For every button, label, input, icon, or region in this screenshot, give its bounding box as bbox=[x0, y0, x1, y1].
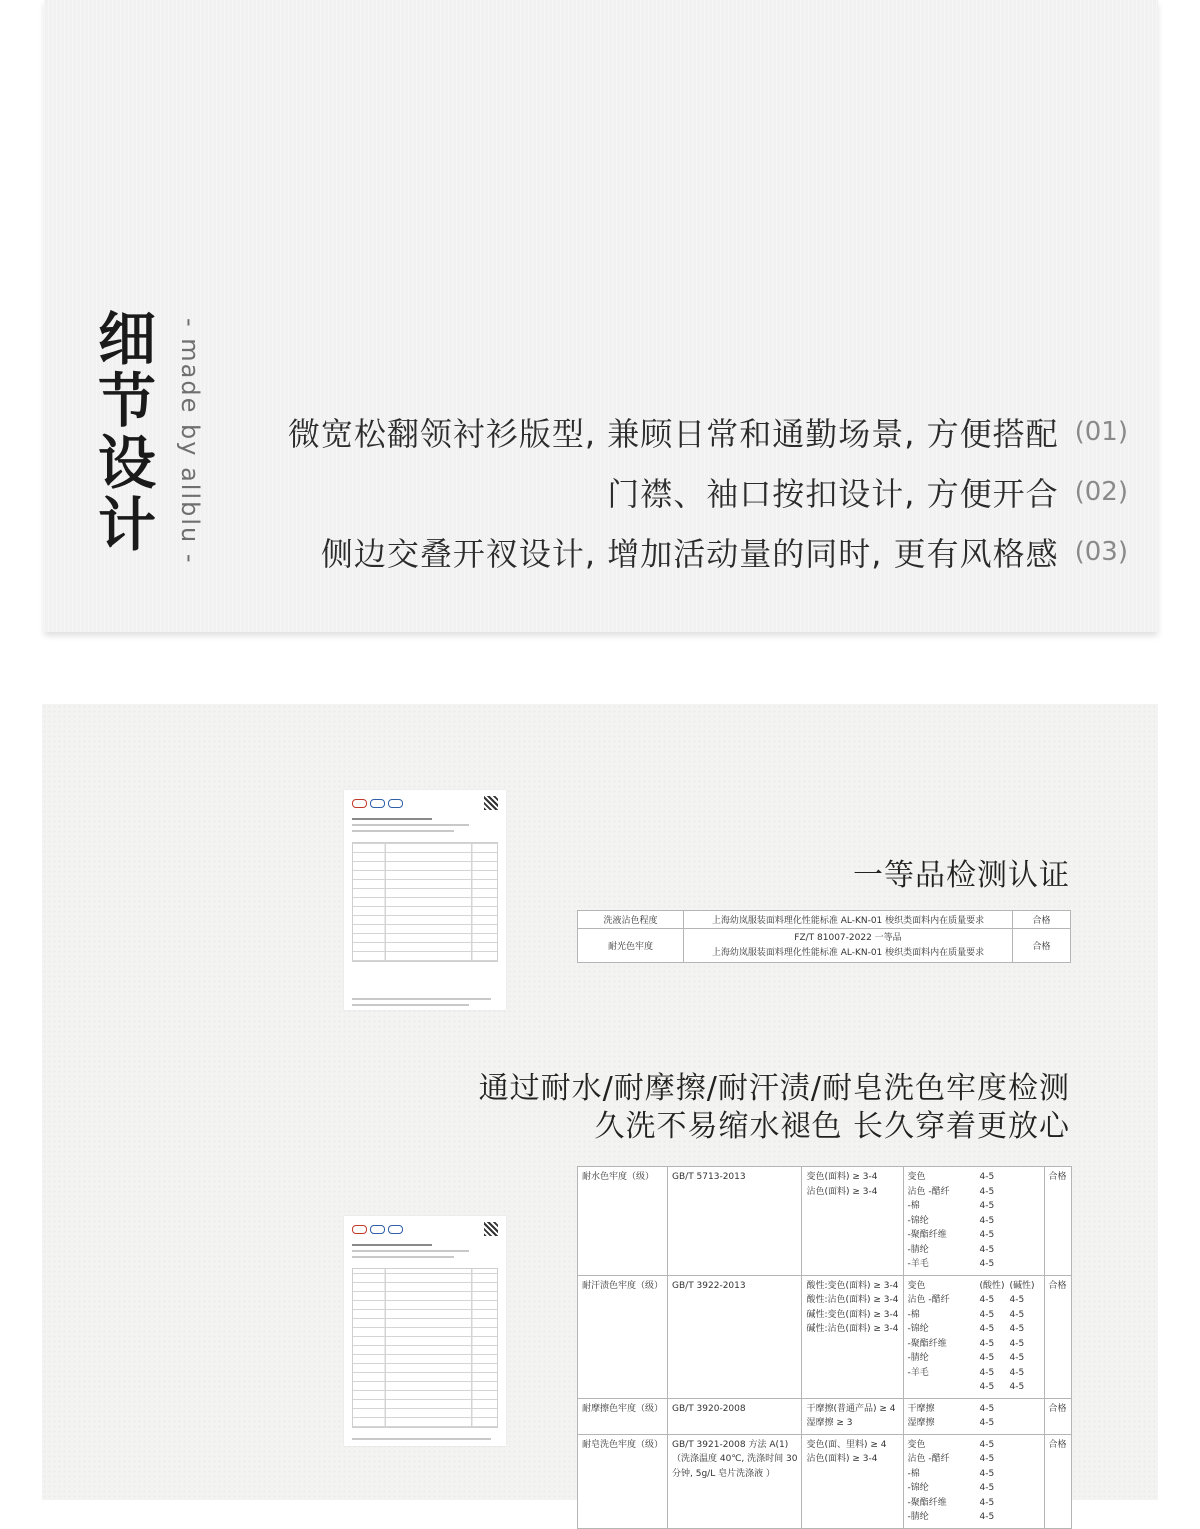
grade-value: 4-5 bbox=[979, 1244, 995, 1255]
grade-value: 4-5 bbox=[979, 1201, 995, 1211]
requirement-line: 湿摩擦 ≥ 3 bbox=[806, 1418, 853, 1428]
fiber-label: -腈纶 bbox=[907, 1353, 929, 1363]
report-table-preview bbox=[352, 842, 498, 962]
requirement-line: 碱性:沾色(面料) ≥ 3-4 bbox=[806, 1324, 899, 1334]
requirement-line: 变色(面料) ≥ 3-4 bbox=[806, 1172, 878, 1182]
table-cell-item bbox=[578, 1167, 668, 1276]
report-footer-lines bbox=[344, 1432, 506, 1446]
table-cell-standard: 上海幼岚服装面料理化性能标准 AL-KN-01 梭织类面料内在质量要求 bbox=[684, 911, 1013, 929]
table-cell-result bbox=[1044, 1434, 1071, 1528]
grade-value: 4-5 bbox=[979, 1172, 995, 1182]
table-cell-item bbox=[578, 1275, 668, 1398]
table-cell-item bbox=[578, 1398, 668, 1434]
result-label: 合格 bbox=[1048, 1439, 1067, 1450]
table-cell-item bbox=[578, 1434, 668, 1528]
cma-logo-icon bbox=[352, 1225, 367, 1234]
feature-text: 微宽松翻领衬衫版型, 兼顾日常和通勤场景, 方便搭配 bbox=[287, 415, 1059, 453]
standard-label: GB/T 5713-2013 bbox=[672, 1172, 746, 1182]
test-item-label: 耐汗渍色牢度（级） bbox=[582, 1280, 664, 1291]
test-report-thumbnail bbox=[344, 790, 506, 1010]
brand-subtitle: - made by allblu - bbox=[176, 318, 204, 565]
table-cell-result bbox=[1044, 1167, 1071, 1276]
grade-value: 4-5 bbox=[1009, 1338, 1025, 1349]
grade-value: 4-5 bbox=[1009, 1382, 1025, 1392]
standard-note: 分钟, 5g/L 皂片洗涤液 ） bbox=[672, 1468, 775, 1479]
fiber-label: -棉 bbox=[907, 1309, 920, 1320]
qr-code-icon bbox=[484, 796, 498, 810]
fiber-label: -聚酯纤维 bbox=[907, 1338, 947, 1349]
table-cell-result: 合格 bbox=[1013, 911, 1071, 929]
standard-line: 上海幼岚服装面料理化性能标准 AL-KN-01 梭织类面料内在质量要求 bbox=[711, 947, 985, 958]
grade-value: 4-5 bbox=[979, 1230, 995, 1240]
ilac-logo-icon bbox=[370, 799, 385, 808]
standard-line: FZ/T 81007-2022 一等品 bbox=[794, 933, 902, 943]
fiber-label: -羊毛 bbox=[907, 1259, 929, 1269]
grade-value: 4-5 bbox=[979, 1439, 995, 1450]
report-table-preview bbox=[352, 1268, 498, 1428]
grade-value: 4-5 bbox=[979, 1259, 995, 1269]
result-label: 合格 bbox=[1048, 1280, 1067, 1291]
test-item-label: 耐皂洗色牢度（级） bbox=[582, 1439, 664, 1450]
requirement-line: 干摩擦(普通产品) ≥ 4 bbox=[806, 1403, 896, 1414]
requirement-line: 沾色(面料) ≥ 3-4 bbox=[806, 1454, 878, 1464]
fiber-label: 变色 bbox=[907, 1172, 926, 1182]
fiber-label: -棉 bbox=[907, 1201, 920, 1211]
standard-label: GB/T 3921-2008 方法 A(1) bbox=[672, 1439, 789, 1450]
fiber-label: 湿摩擦 bbox=[907, 1418, 935, 1428]
feature-number: (03) bbox=[1074, 537, 1128, 567]
table-cell-standard bbox=[668, 1434, 802, 1528]
grade-value: 4-5 bbox=[979, 1353, 995, 1363]
grade-value: 4-5 bbox=[979, 1483, 995, 1493]
table-row bbox=[578, 1434, 1072, 1528]
test-item-label: 耐摩擦色牢度（级） bbox=[582, 1403, 664, 1414]
cnas-logo-icon bbox=[388, 799, 403, 808]
grade-value: 4-5 bbox=[979, 1382, 995, 1392]
first-grade-table bbox=[577, 910, 1071, 963]
table-cell-measured bbox=[903, 1398, 1044, 1434]
requirement-line: 变色(面、里料) ≥ 4 bbox=[806, 1439, 887, 1450]
feature-text: 侧边交叠开衩设计, 增加活动量的同时, 更有风格感 bbox=[320, 535, 1059, 573]
grade-value: 4-5 bbox=[979, 1497, 995, 1508]
table-cell-item: 耐光色牢度 bbox=[578, 929, 684, 963]
requirement-line: 酸性:变色(面料) ≥ 3-4 bbox=[806, 1280, 899, 1291]
table-cell-standard bbox=[668, 1398, 802, 1434]
fiber-label: 变色 bbox=[907, 1280, 926, 1291]
table-row bbox=[578, 911, 1071, 929]
fiber-label: 沾色 -醋纤 bbox=[907, 1186, 950, 1197]
fiber-label: -锦纶 bbox=[907, 1483, 929, 1493]
fiber-label: -腈纶 bbox=[907, 1512, 929, 1522]
report-header-lines bbox=[344, 812, 506, 838]
certification-panel bbox=[42, 704, 1158, 1522]
table-row bbox=[578, 929, 1071, 963]
requirement-line: 沾色(面料) ≥ 3-4 bbox=[806, 1186, 878, 1197]
cnas-logo-icon bbox=[388, 1225, 403, 1234]
table-cell-result bbox=[1044, 1398, 1071, 1434]
standard-label: GB/T 3922-2013 bbox=[672, 1280, 746, 1291]
color-fastness-table bbox=[577, 1166, 1072, 1529]
cma-logo-icon bbox=[352, 799, 367, 808]
result-label: 合格 bbox=[1048, 1172, 1067, 1182]
table-cell-item: 洗液沾色程度 bbox=[578, 911, 684, 929]
fiber-label: 干摩擦 bbox=[907, 1403, 935, 1414]
detail-design-panel bbox=[44, 0, 1158, 632]
fastness-heading bbox=[479, 1070, 1070, 1146]
standard-label: GB/T 3920-2008 bbox=[672, 1403, 746, 1414]
table-cell-measured bbox=[903, 1434, 1044, 1528]
report-footer-lines bbox=[344, 966, 506, 1012]
table-cell-result bbox=[1044, 1275, 1071, 1398]
grade-value: (碱性) bbox=[1009, 1280, 1035, 1291]
grade-value: 4-5 bbox=[979, 1403, 995, 1414]
fiber-label: 沾色 -醋纤 bbox=[907, 1295, 950, 1305]
fiber-label: 变色 bbox=[907, 1439, 926, 1450]
grade-value: 4-5 bbox=[1009, 1367, 1025, 1378]
grade-value: 4-5 bbox=[1009, 1309, 1025, 1320]
grade-value: 4-5 bbox=[979, 1309, 995, 1320]
grade-value: 4-5 bbox=[979, 1338, 995, 1349]
report-logos bbox=[344, 1216, 506, 1238]
fastness-heading-line-1: 通过耐水/耐摩擦/耐汗渍/耐皂洗色牢度检测 bbox=[478, 1071, 1070, 1106]
table-cell-measured bbox=[903, 1275, 1044, 1398]
table-cell-requirement bbox=[802, 1398, 903, 1434]
report-logos bbox=[344, 790, 506, 812]
table-row bbox=[578, 1398, 1072, 1434]
table-row bbox=[578, 1167, 1072, 1276]
fiber-label: -聚酯纤维 bbox=[907, 1230, 947, 1240]
qr-code-icon bbox=[484, 1222, 498, 1236]
fiber-label: -腈纶 bbox=[907, 1244, 929, 1255]
grade-value: 4-5 bbox=[979, 1418, 995, 1428]
table-cell-result: 合格 bbox=[1013, 929, 1071, 963]
feature-number: (01) bbox=[1074, 417, 1128, 447]
test-report-thumbnail bbox=[344, 1216, 506, 1446]
fiber-label: -锦纶 bbox=[907, 1215, 929, 1226]
grade-value: 4-5 bbox=[979, 1468, 995, 1479]
feature-line-2 bbox=[607, 470, 1128, 514]
test-item-label: 耐水色牢度（级） bbox=[582, 1172, 655, 1182]
grade-value: 4-5 bbox=[979, 1295, 995, 1305]
grade-value: 4-5 bbox=[1009, 1295, 1025, 1305]
table-cell-requirement bbox=[802, 1167, 903, 1276]
fiber-label: 沾色 -醋纤 bbox=[907, 1454, 950, 1464]
feature-line-1 bbox=[288, 410, 1128, 454]
report-header-lines bbox=[344, 1238, 506, 1264]
table-row bbox=[578, 1275, 1072, 1398]
table-cell-requirement bbox=[802, 1434, 903, 1528]
table-cell-requirement bbox=[802, 1275, 903, 1398]
fiber-label: -聚酯纤维 bbox=[907, 1497, 947, 1508]
table-cell-standard bbox=[668, 1167, 802, 1276]
grade-value: 4-5 bbox=[1009, 1353, 1025, 1363]
standard-note: （洗涤温度 40℃, 洗涤时间 30 bbox=[672, 1454, 798, 1464]
grade-value: 4-5 bbox=[1009, 1324, 1025, 1334]
table-cell-standard bbox=[668, 1275, 802, 1398]
fiber-label: -锦纶 bbox=[907, 1324, 929, 1334]
grade-value: 4-5 bbox=[979, 1186, 995, 1197]
grade-value: 4-5 bbox=[979, 1324, 995, 1334]
first-grade-heading: 一等品检测认证 bbox=[853, 858, 1070, 893]
grade-value: (酸性) bbox=[979, 1280, 1005, 1291]
grade-value: 4-5 bbox=[979, 1367, 995, 1378]
fiber-label: -棉 bbox=[907, 1468, 920, 1479]
feature-text: 门襟、袖口按扣设计, 方便开合 bbox=[607, 475, 1059, 513]
detail-title: 细节设计 bbox=[88, 308, 156, 556]
grade-value: 4-5 bbox=[979, 1512, 995, 1522]
result-label: 合格 bbox=[1048, 1403, 1067, 1414]
table-cell-standard bbox=[684, 929, 1013, 963]
grade-value: 4-5 bbox=[979, 1215, 995, 1226]
requirement-line: 酸性:沾色(面料) ≥ 3-4 bbox=[806, 1295, 899, 1305]
fiber-label: -羊毛 bbox=[907, 1367, 929, 1378]
fastness-heading-line-2: 久洗不易缩水褪色 长久穿着更放心 bbox=[594, 1109, 1070, 1144]
feature-line-3 bbox=[321, 530, 1128, 574]
feature-number: (02) bbox=[1074, 477, 1128, 507]
grade-value: 4-5 bbox=[979, 1454, 995, 1464]
requirement-line: 碱性:变色(面料) ≥ 3-4 bbox=[806, 1309, 899, 1320]
ilac-logo-icon bbox=[370, 1225, 385, 1234]
table-cell-measured bbox=[903, 1167, 1044, 1276]
